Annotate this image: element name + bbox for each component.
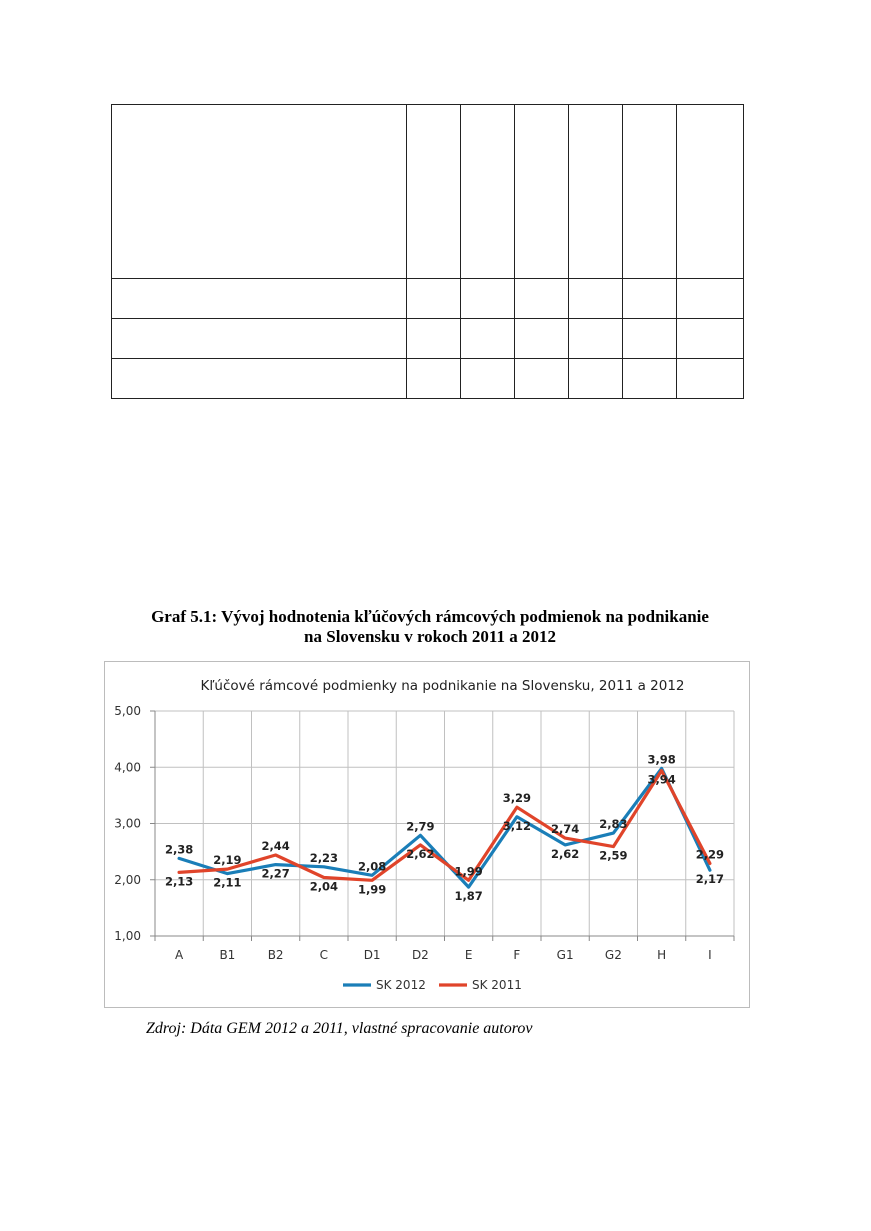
data-label: 2,17 <box>695 872 725 887</box>
table-cell <box>677 319 744 359</box>
x-tick-label: D2 <box>411 948 429 962</box>
data-label: 3,12 <box>502 818 532 833</box>
data-label: 2,04 <box>309 879 339 894</box>
data-label: 2,29 <box>695 847 725 862</box>
data-label: 2,08 <box>357 859 387 874</box>
chart-container <box>104 661 750 1008</box>
x-tick-label: I <box>708 948 712 962</box>
x-tick-label: B2 <box>267 948 284 962</box>
table-cell <box>569 359 623 399</box>
table-cell <box>623 359 677 399</box>
table-cell <box>407 359 461 399</box>
line-chart <box>105 662 749 1007</box>
figure-caption <box>100 607 760 647</box>
x-tick-label: E <box>464 948 473 962</box>
y-tick-label: 5,00 <box>114 704 141 718</box>
table-cell <box>461 279 515 319</box>
chart-title: Kľúčové rámcové podmienky na podnikanie na Slovensku, 2011 a 2012 <box>200 678 685 694</box>
data-label: 2,62 <box>406 846 435 861</box>
table-cell <box>407 319 461 359</box>
x-tick-label: A <box>175 948 184 962</box>
data-label: 1,87 <box>454 889 483 904</box>
table-cell <box>407 279 461 319</box>
table-cell <box>515 279 569 319</box>
data-label: 2,44 <box>261 839 290 853</box>
data-label: 2,83 <box>599 817 628 832</box>
table-cell <box>569 279 623 319</box>
table-cell <box>515 359 569 399</box>
x-tick-label: G1 <box>556 948 574 962</box>
data-label: 2,19 <box>213 853 242 868</box>
table-cell <box>461 105 515 279</box>
table-row <box>112 279 744 319</box>
source-note: Zdroj: Dáta GEM 2012 a 2011, vlastné spracovanie autorov <box>146 1020 533 1037</box>
data-label: 2,38 <box>164 842 194 857</box>
data-label: 2,74 <box>550 822 580 837</box>
y-tick-label: 1,00 <box>114 929 141 943</box>
y-tick-label: 3,00 <box>114 816 141 831</box>
table-cell <box>623 319 677 359</box>
table-cell <box>623 279 677 319</box>
y-tick-label: 4,00 <box>114 760 141 775</box>
data-label: 2,62 <box>550 846 580 861</box>
table-cell <box>515 105 569 279</box>
x-tick-label: C <box>319 948 329 962</box>
figure-caption-line-1: Graf 5.1: Vývoj hodnotenia kľúčových rámcových podmienok na podnikanie <box>151 607 709 626</box>
table-cell <box>623 105 677 279</box>
x-tick-label: H <box>657 948 667 962</box>
table-cell <box>461 319 515 359</box>
data-label: 3,98 <box>647 752 676 767</box>
table-row <box>112 105 744 279</box>
data-label: 3,94 <box>647 772 676 787</box>
data-label: 1,99 <box>454 864 483 879</box>
data-label: 2,79 <box>406 819 435 834</box>
y-tick-label: 2,00 <box>114 872 141 887</box>
legend-label: SK 2012 <box>376 978 426 992</box>
x-tick-label: B1 <box>219 948 236 962</box>
table-cell <box>677 279 744 319</box>
data-label: 2,11 <box>213 875 242 890</box>
table-cell <box>407 105 461 279</box>
legend-label: SK 2011 <box>472 978 522 992</box>
table-row <box>112 319 744 359</box>
data-label: 2,13 <box>164 874 194 889</box>
table-cell <box>112 279 407 319</box>
table-cell <box>112 105 407 279</box>
figure-caption-line-2: na Slovensku v rokoch 2011 a 2012 <box>304 627 556 646</box>
table-cell <box>569 319 623 359</box>
x-tick-label: G2 <box>604 948 622 962</box>
data-label: 2,27 <box>261 866 290 881</box>
empty-table <box>111 104 744 399</box>
data-label: 2,59 <box>599 848 628 863</box>
table-cell <box>112 359 407 399</box>
table-row <box>112 359 744 399</box>
x-tick-label: D1 <box>363 948 381 962</box>
data-label: 3,29 <box>502 791 532 806</box>
data-label: 2,23 <box>309 850 339 865</box>
table-cell <box>677 105 744 279</box>
table-cell <box>461 359 515 399</box>
table-cell <box>112 319 407 359</box>
table-cell <box>569 105 623 279</box>
data-label: 1,99 <box>357 882 387 897</box>
table-cell <box>515 319 569 359</box>
table-cell <box>677 359 744 399</box>
x-tick-label: F <box>513 948 521 962</box>
